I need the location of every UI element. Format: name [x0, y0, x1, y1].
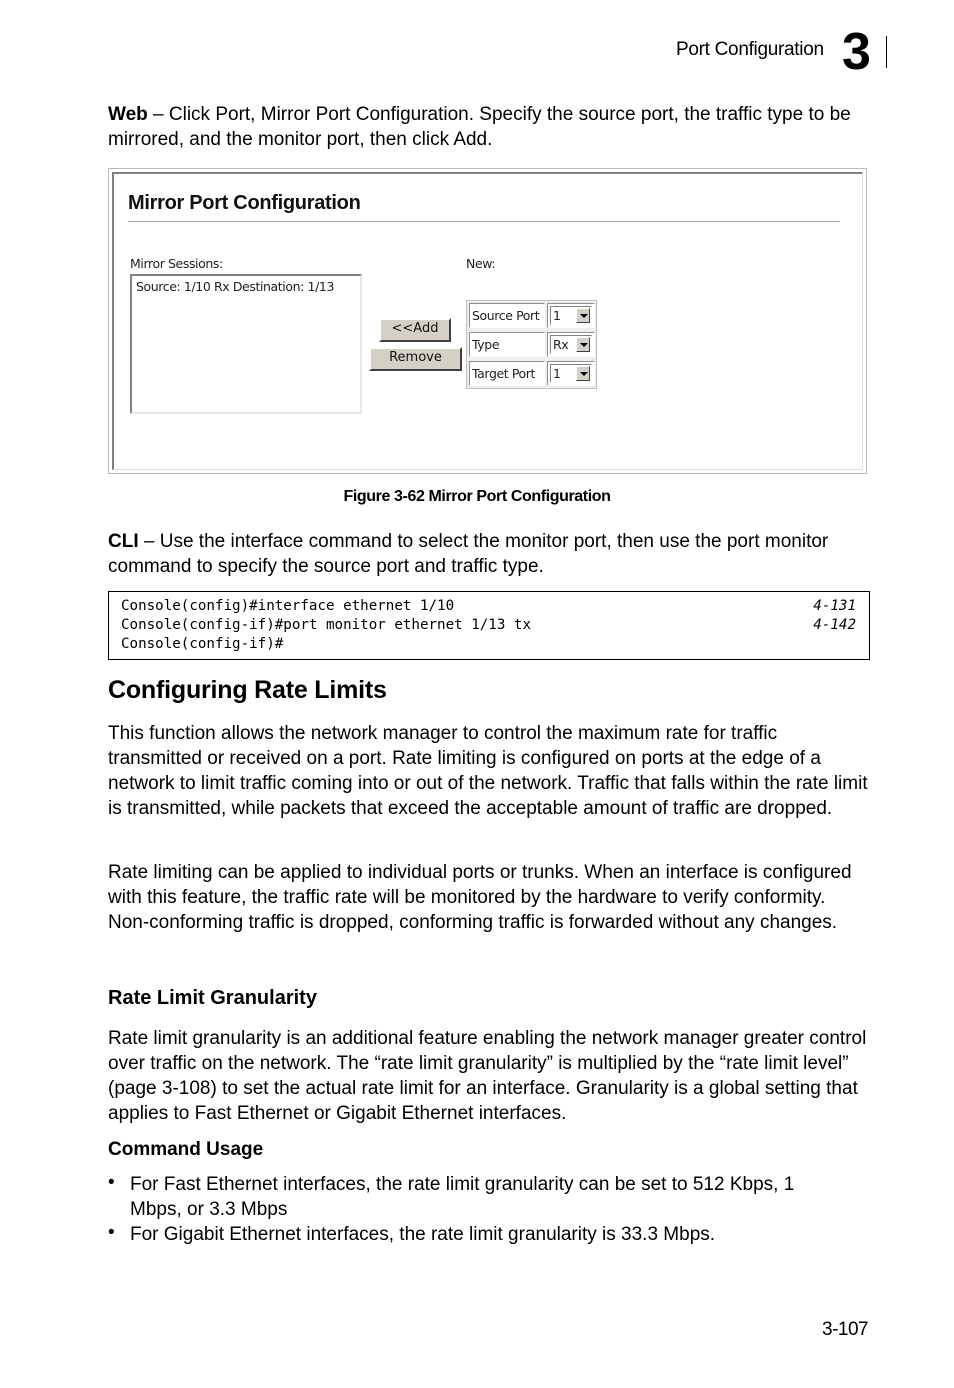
subsection-heading: Rate Limit Granularity — [108, 987, 317, 1009]
window-title: Mirror Port Configuration — [128, 192, 361, 214]
chevron-down-icon[interactable] — [576, 366, 590, 381]
code-page-ref: 4-142 — [813, 617, 856, 633]
source-port-value: 1 — [553, 308, 561, 323]
type-select[interactable] — [550, 335, 592, 354]
bullet-item: For Gigabit Ethernet interfaces, the rate limit granularity is 33.3 Mbps. — [130, 1224, 716, 1245]
list-item[interactable]: Source: 1/10 Rx Destination: 1/13 — [136, 279, 335, 294]
chevron-down-icon[interactable] — [576, 308, 590, 323]
target-port-select[interactable] — [550, 364, 592, 383]
source-port-select[interactable] — [550, 306, 592, 325]
target-port-cell-value — [547, 361, 595, 386]
new-session-table — [466, 300, 597, 389]
mirror-sessions-list[interactable] — [130, 274, 362, 414]
code-page-ref: 4-131 — [813, 598, 856, 614]
figure-frame — [112, 172, 863, 470]
mirror-port-figure — [108, 168, 867, 474]
web-text: – Click Port, Mirror Port Configuration. Specify the source port, the traffic type to be mirrored, and the monitor port, then click Add. — [108, 104, 851, 150]
cli-code-block — [108, 591, 870, 660]
type-value: Rx — [553, 337, 569, 352]
cli-text: – Use the interface command to select the monitor port, then use the port monitor command to specify the source port and traffic type. — [108, 531, 829, 577]
command-usage-heading: Command Usage — [108, 1139, 264, 1160]
section-heading: Configuring Rate Limits — [108, 676, 387, 704]
bullet-item: For Fast Ethernet interfaces, the rate limit granularity can be set to 512 Kbps, 1 Mbps, or 3.3 Mbps — [130, 1174, 795, 1220]
target-port-value: 1 — [553, 366, 561, 381]
section-paragraph-1: This function allows the network manager to control the maximum rate for traffic transmitted or received on a port. Rate limiting is configured on ports at the edge of a network to limit traffic coming into or out of the network. Traffic that falls within the rate limit is transmitted, while packets that exceed the acceptable amount of traffic are dropped. — [108, 723, 868, 819]
add-button[interactable]: <<Add — [379, 318, 451, 342]
cli-lead: CLI — [108, 531, 139, 552]
source-port-cell — [469, 303, 545, 328]
web-lead: Web — [108, 104, 148, 125]
remove-button[interactable]: Remove — [369, 347, 462, 371]
target-port-cell — [469, 361, 545, 386]
type-cell-value — [547, 332, 595, 357]
bullet-marker: • — [108, 1172, 115, 1193]
source-port-label: Source Port — [472, 308, 540, 323]
figure-caption: Figure 3-62 Mirror Port Configuration — [343, 488, 611, 505]
chapter-number: 3 — [842, 23, 870, 81]
mirror-sessions-label: Mirror Sessions: — [130, 256, 223, 271]
code-line: Console(config)#interface ethernet 1/10 — [121, 598, 455, 614]
page-number: 3-107 — [822, 1319, 869, 1340]
code-line: Console(config-if)# — [121, 636, 284, 652]
header-divider — [886, 36, 887, 68]
running-header-title: Port Configuration — [676, 39, 824, 60]
bullet-marker: • — [108, 1222, 115, 1243]
chevron-down-icon[interactable] — [576, 337, 590, 352]
subsection-paragraph: Rate limit granularity is an additional feature enabling the network manager greater control over traffic on the network. The “rate limit granularity” is multiplied by the “rate limit level” (page 3-108) to set the actual rate limit for an interface. Granularity is a global setting that applies to Fast Ethernet or Gigabit Ethernet interfaces. — [108, 1028, 867, 1124]
cli-instructions — [108, 529, 868, 579]
code-line: Console(config-if)#port monitor ethernet 1/13 tx — [121, 617, 531, 633]
web-instructions — [108, 102, 868, 152]
section-paragraph-2: Rate limiting can be applied to individual ports or trunks. When an interface is configured with this feature, the traffic rate will be monitored by the hardware to verify conformity. Non-conforming traffic is dropped, conforming traffic is forwarded without any changes. — [108, 862, 852, 933]
title-divider — [128, 221, 840, 225]
type-cell — [469, 332, 545, 357]
new-label: New: — [466, 256, 496, 271]
type-label: Type — [472, 337, 500, 352]
source-port-cell-value — [547, 303, 595, 328]
target-port-label: Target Port — [472, 366, 536, 381]
